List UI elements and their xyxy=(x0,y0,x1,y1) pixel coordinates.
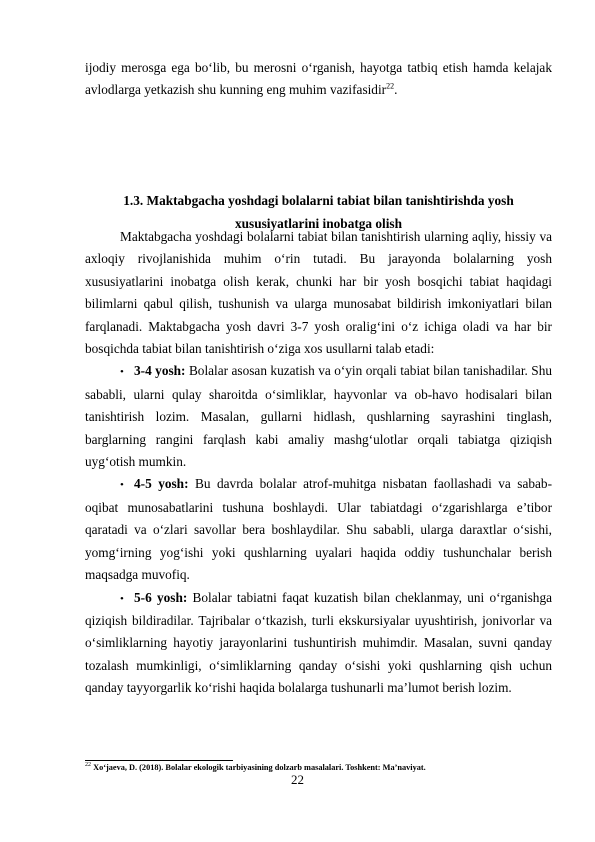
bullet-item-4-5 xyxy=(85,473,552,586)
bullet-text: Bolalar tabiatni faqat kuzatish bilan cheklanmay, uni o‘rganishga qiziqish bildiradilar. Tajribalar o‘tkazish, turli ekskursiyalar uyushtirish, jonivorlar va o‘simliklarning hayotiy jarayonlarini tushuntirish muhimdir. Masalan, suvni qanday tozalash mumkinligi, o‘simliklarning qanday o‘sishi yoki qushlarning qish uchun qanday tayyorgarlik ko‘rishi haqida bolalarga tushunarli ma’lumot berish lozim. xyxy=(85,589,553,696)
bullet-icon xyxy=(120,587,134,610)
footnote-number: 22 xyxy=(85,762,91,769)
top-paragraph-text: ijodiy merosga ega bo‘lib, bu merosni o‘rganish, hayotga tatbiq etish hamda kelajak avlodlarga yetkazish shu kunning eng muhim vazifasidir xyxy=(85,60,552,98)
bullet-term: 5-6 yosh: xyxy=(134,589,188,605)
bullet-term: 3-4 yosh: xyxy=(134,363,186,379)
bullet-item-3-4 xyxy=(85,360,552,473)
bullet-item-5-6 xyxy=(85,587,552,700)
section-heading: 1.3. Maktabgacha yoshdagi bolalarni tabiat bilan tanishtirishda yosh xususiyatlarini inobatga olish xyxy=(123,193,514,232)
section-intro-paragraph: Maktabgacha yoshdagi bolalarni tabiat bilan tanishtirish ularning aqliy, hissiy va axloqiy rivojlanishida muhim o‘rin tutadi. Bu jarayonda bolalarning yosh xususiyatlarini inobatga olish kerak, chunki har bir yosh bosqichi tabiat haqidagi bilimlarni qabul qilish, tushunish va ularga munosabat bildirish imkoniyatlari bilan farqlanadi. Maktabgacha yosh davri 3-7 yosh oralig‘ini o‘z ichiga oladi va har bir bosqichda tabiat bilan tanishtirish o‘ziga xos usullarni talab etadi: xyxy=(85,229,552,357)
section-body xyxy=(85,226,552,700)
top-paragraph-tail: . xyxy=(394,82,398,98)
footnote-reference[interactable]: 22 xyxy=(386,81,395,91)
top-paragraph xyxy=(85,57,552,102)
bullet-icon xyxy=(120,473,134,496)
bullet-term: 4-5 yosh: xyxy=(134,476,189,492)
page-number: 22 xyxy=(291,772,304,787)
bullet-text: Bolalar asosan kuzatish va o‘yin orqali tabiat bilan tanishadilar. Shu sababli, ularni qulay sharoitda o‘simliklar, hayvonlar va ob-havo hodisalari bilan tanishtirish lozim. Masalan, gullarni hidlash, qushlarning sayrashini tinglash, barglarning rangini farqlash kabi amaliy mashg‘ulotlar orqali tabiatga qiziqish uyg‘otish mumkin. xyxy=(85,363,553,470)
footnote-text: Xo‘jaeva, D. (2018). Bolalar ekologik tarbiyasining dolzarb masalalari. Toshkent: Ma’naviyat. xyxy=(91,763,426,772)
bullet-text: Bu davrda bolalar atrof-muhitga nisbatan faollashadi va sabab-oqibat munosabatlarini tushuna boshlaydi. Ular tabiatdagi o‘zgarishlarga e’tibor qaratadi va o‘zlari savollar bera boshlaydilar. Shu sababli, ularga daraxtlar o‘sishi, yomg‘irning yog‘ishi yoki qushlarning uyalari haqida oddiy tushunchalar berish maqsadga muvofiq. xyxy=(85,476,553,583)
top-paragraph-block xyxy=(85,57,552,102)
bullet-icon xyxy=(120,360,134,383)
footnote-divider xyxy=(85,760,233,761)
